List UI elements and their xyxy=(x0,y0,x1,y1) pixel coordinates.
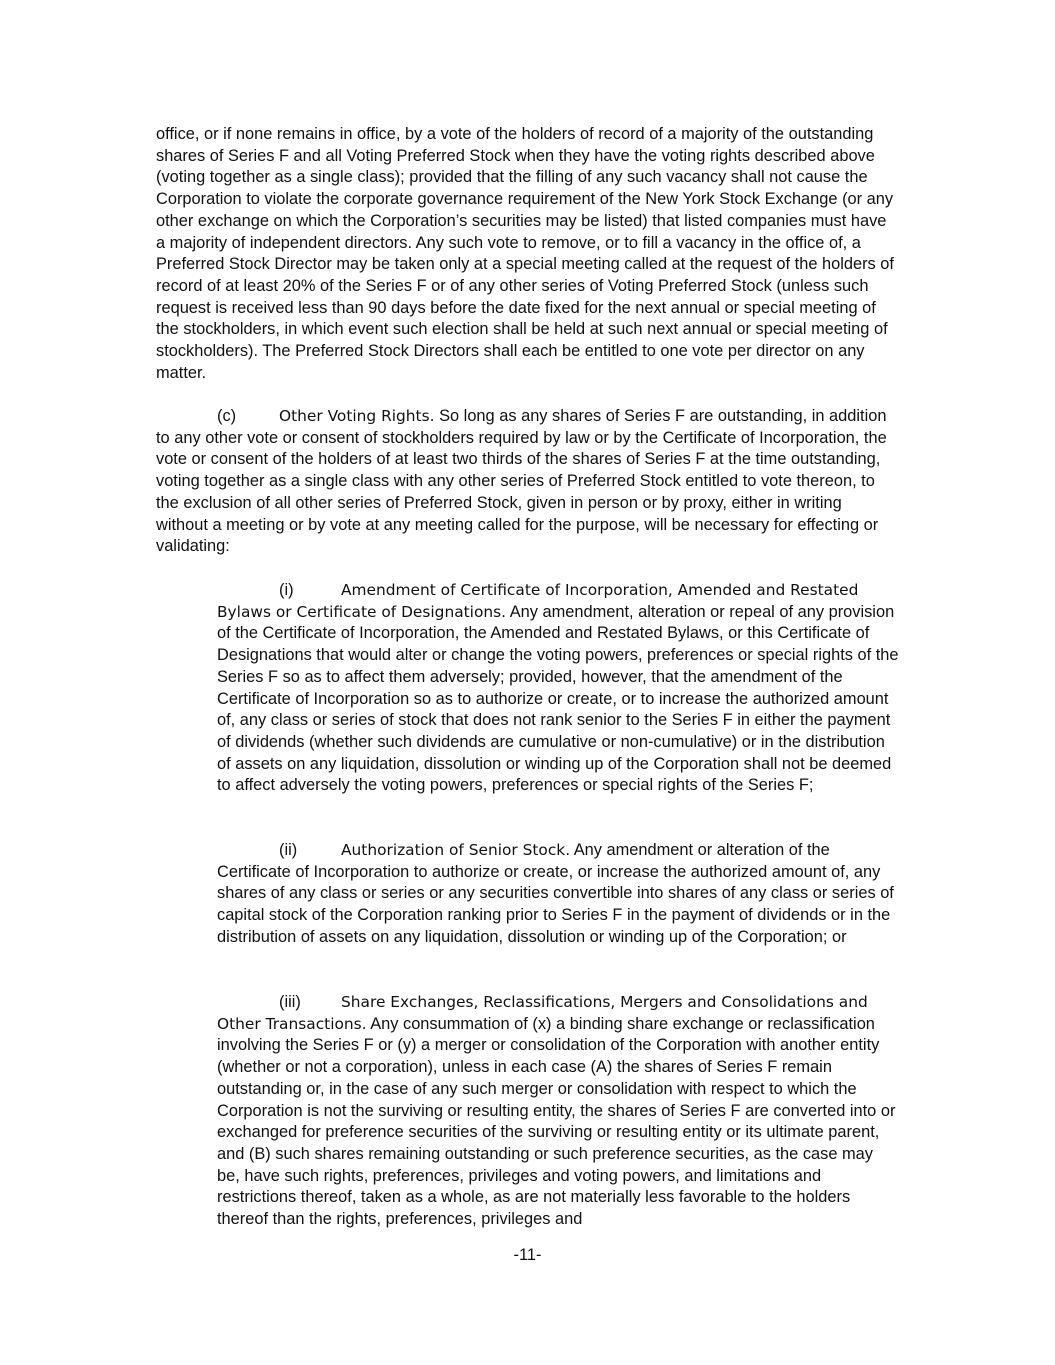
continuation-paragraph: office, or if none remains in office, by a vote of the holders of record of a majority of the outstanding shares of Series F and all Voting Preferred Stock when they have the voting rights described above (voting together as a single class); provided that the filling of any such vacancy shall not cause the Corporation to violate the corporate governance requirement of the New York Stock Exchange (or any other exchange on which the Corporation’s securities may be listed) that listed companies must have a majority of independent directors. Any such vote to remove, or to fill a vacancy in the office of, a Preferred Stock Director may be taken only at a special meeting called at the request of the holders of record of at least 20% of the Series F or of any other series of Voting Preferred Stock (unless such request is received less than 90 days before the date fixed for the next annual or special meeting of the stockholders, in which event such election shall be held at such next annual or special meeting of stockholders). The Preferred Stock Directors shall each be entitled to one vote per director on any matter. xyxy=(156,125,894,382)
section-iii-label: (iii) xyxy=(279,993,301,1011)
section-ii-paragraph xyxy=(217,840,899,949)
page-number: -11- xyxy=(513,1246,542,1264)
section-iii-paragraph xyxy=(217,992,899,1231)
section-c-label: (c) xyxy=(217,407,237,425)
section-iii-body: Any consummation of (x) a binding share exchange or reclassification involving the Series F or (y) a merger or consolidation of the Corporation with another entity (whether or not a corporation), unless in each case (A) the shares of Series F remain outstanding or, in the case of any such merger or consolidation with respect to which the Corporation is not the surviving or resulting entity, the shares of Series F are converted into or exchanged for preference securities of the surviving or resulting entity or its ultimate parent, and (B) such shares remaining outstanding or such preference securities, as the case may be, have such rights, preferences, privileges and voting powers, and limitations and restrictions thereof, taken as a whole, as are not materially less favorable to the holders thereof than the rights, preferences, privileges and xyxy=(217,1014,896,1229)
section-c-body: So long as any shares of Series F are outstanding, in addition to any other vote or consent of stockholders required by law or by the Certificate of Incorporation, the vote or consent of the holders of at least two thirds of the shares of Series F at the time outstanding, voting together as a single class with any other series of Preferred Stock entitled to vote thereon, to the exclusion of all other series of Preferred Stock, given in person or by proxy, either in writing without a meeting or by vote at any meeting called for the purpose, will be necessary for effecting or validating: xyxy=(156,407,887,556)
section-c-heading: Other Voting Rights. xyxy=(279,407,435,425)
section-i-heading: Amendment of Certificate of Incorporation, Amended and Restated Bylaws or Certificate of Designations. xyxy=(217,581,859,621)
section-i-label: (i) xyxy=(279,581,294,599)
section-i-paragraph xyxy=(217,580,899,797)
section-c-paragraph xyxy=(156,406,896,558)
section-iii-heading: Share Exchanges, Reclassifications, Mergers and Consolidations and Other Transactions. xyxy=(217,993,868,1033)
section-i-body: Any amendment, alteration or repeal of any provision of the Certificate of Incorporation, the Amended and Restated Bylaws, or this Certificate of Designations that would alter or change the voting powers, preferences or special rights of the Series F so as to affect them adversely; provided, however, that the amendment of the Certificate of Incorporation so as to authorize or create, or to increase the authorized amount of, any class or series of stock that does not rank senior to the Series F in either the payment of dividends (whether such dividends are cumulative or non-cumulative) or in the distribution of assets on any liquidation, dissolution or winding up of the Corporation shall not be deemed to affect adversely the voting powers, preferences or special rights of the Series F; xyxy=(217,602,899,795)
section-ii-label: (ii) xyxy=(279,841,298,859)
section-ii-body: Any amendment or alteration of the Certificate of Incorporation to authorize or create, or increase the authorized amount of, any shares of any class or series or any securities convertible into shares of any class or series of capital stock of the Corporation ranking prior to Series F in the payment of dividends or in the distribution of assets on any liquidation, dissolution or winding up of the Corporation; or xyxy=(217,841,894,946)
section-ii-heading: Authorization of Senior Stock. xyxy=(341,841,571,859)
